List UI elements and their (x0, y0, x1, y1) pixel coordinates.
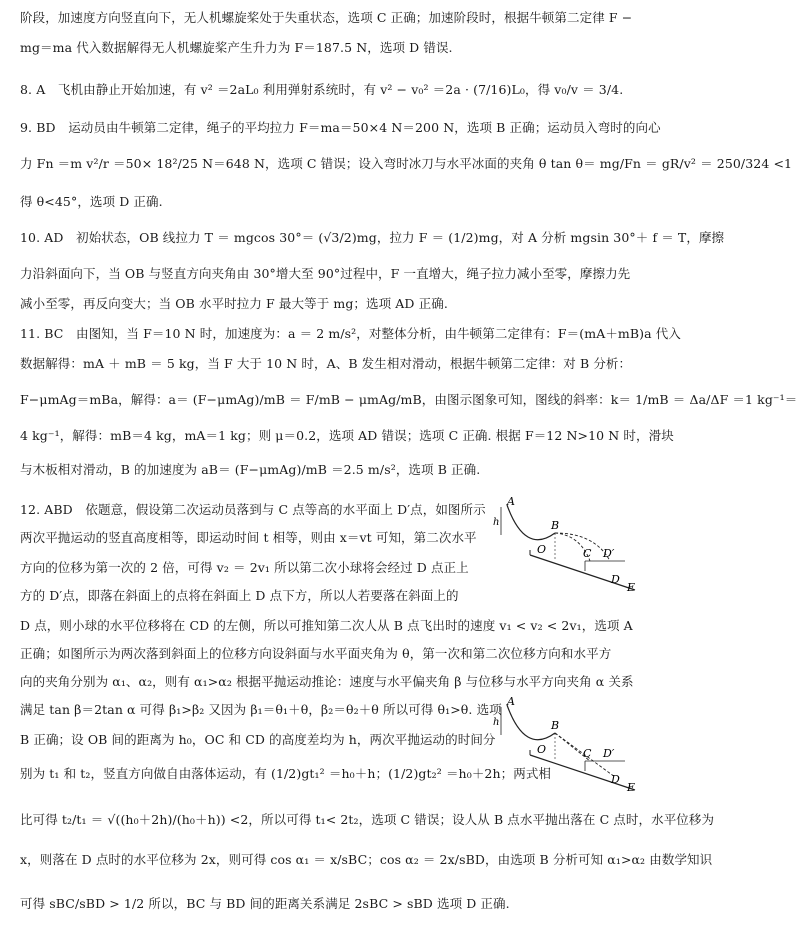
line-9: 减小至零，再反向变大；当 OB 水平时拉力 F 最大等于 mg；选项 AD 正确. (20, 296, 448, 311)
line-6: 得 θ<45°，选项 D 正确. (20, 194, 163, 209)
ramp-curve (507, 505, 555, 540)
line-22: 满足 tan β＝2tan α 可得 β₁>β₂ 又因为 β₁＝θ₁＋θ，β₂＝θ₂＋θ 所以可得 θ₁>θ. 选项 (20, 702, 502, 717)
line-20: 正确；如图所示为两次落到斜面上的位移方向设斜面与水平面夹角为 θ，第一次和第二次位移方向和水平方 (20, 646, 612, 661)
label-C: C (583, 547, 592, 560)
label-A: A (507, 495, 515, 508)
label-B: B (551, 719, 560, 732)
ski-jump-figure-1 (485, 495, 640, 595)
label-B: B (551, 519, 560, 532)
line-18: 方的 D′点，即落在斜面上的点将在斜面上 D 点下方，所以人若要落在斜面上的 (20, 588, 459, 603)
label-D: D (611, 773, 620, 786)
label-h: h (493, 717, 500, 728)
line-8: 力沿斜面向下，当 OB 与竖直方向夹角由 30°增大至 90°过程中，F 一直增大，绳子拉力减小至零，摩擦力先 (20, 266, 631, 281)
label-D: D (611, 573, 620, 586)
line-1: 阶段，加速度方向竖直向下，无人机螺旋桨处于失重状态，选项 C 正确；加速阶段时，根据牛顿第二定律 F − (20, 10, 633, 25)
label-h: h (493, 517, 500, 528)
line-13: 4 kg⁻¹，解得：mB＝4 kg，mA＝1 kg；则 μ＝0.2，选项 AD 错误；选项 C 正确. 根据 F＝12 N>10 N 时，滑块 (20, 428, 674, 443)
answer-9: 9. BD 运动员由牛顿第二定律，绳子的平均拉力 F＝ma＝50×4 N＝200 N，选项 B 正确；运动员入弯时的向心 (20, 120, 661, 135)
label-A: A (507, 695, 515, 708)
line-25: 比可得 t₂/t₁ ＝ √((h₀＋2h)/(h₀＋h)) <2，所以可得 t₁< 2t₂，选项 C 错误；设人从 B 点水平抛出落在 C 点时，水平位移为 (20, 812, 715, 827)
label-O: O (537, 543, 547, 556)
line-17: 方向的位移为第一次的 2 倍，可得 v₂ ＝ 2v₁ 所以第二次小球将会经过 D 点正上 (20, 560, 469, 575)
label-Dprime: D′ (603, 747, 615, 760)
label-E: E (627, 581, 636, 594)
label-O: O (537, 743, 547, 756)
line-11: 数据解得：mA ＋ mB ＝ 5 kg，当 F 大于 10 N 时，A、B 发生相对滑动，根据牛顿第二定律：对 B 分析： (20, 356, 632, 371)
line-24: 别为 t₁ 和 t₂，竖直方向做自由落体运动，有 (1/2)gt₁² ＝h₀＋h；(1/2)gt₂² ＝h₀＋2h；两式相 (20, 766, 552, 781)
answer-8: 8. A 飞机由静止开始加速，有 v² ＝2aL₀ 利用弹射系统时，有 v² − v₀² ＝2a · (7/16)L₀，得 v₀/v ＝ 3/4. (20, 82, 624, 97)
label-Dprime: D′ (603, 547, 615, 560)
label-C: C (583, 747, 592, 760)
line-23: B 正确；设 OB 间的距离为 h₀，OC 和 CD 的高度差均为 h，两次平抛运动的时间分 (20, 732, 496, 747)
answer-10: 10. AD 初始状态，OB 线拉力 T ＝ mgcos 30°＝ (√3/2)mg，拉力 F ＝ (1/2)mg，对 A 分析 mgsin 30°＋ f ＝ T，摩擦 (20, 230, 725, 245)
ski-jump-figure-2 (485, 695, 640, 795)
label-E: E (627, 781, 636, 794)
line-2: mg＝ma 代入数据解得无人机螺旋桨产生升力为 F＝187.5 N，选项 D 错误. (20, 40, 453, 55)
ramp-curve (507, 705, 555, 740)
answer-12: 12. ABD 依题意，假设第二次运动员落到与 C 点等高的水平面上 D′点，如图所示 (20, 502, 486, 517)
line-12: F−μmAg＝mBa，解得：a＝ (F−μmAg)/mB ＝ F/mB − μmAg/mB，由图示图象可知，图线的斜率：k＝ 1/mB ＝ Δa/ΔF ＝1 kg⁻¹＝ (20, 392, 797, 407)
answer-11: 11. BC 由图知，当 F＝10 N 时，加速度为：a ＝ 2 m/s²，对整体分析，由牛顿第二定律有：F＝(mA＋mB)a 代入 (20, 326, 681, 341)
line-26: x，则落在 D 点时的水平位移为 2x，则可得 cos α₁ ＝ x/sBC；cos α₂ ＝ 2x/sBD，由选项 B 分析可知 α₁>α₂ 由数学知识 (20, 852, 713, 867)
line-14: 与木板相对滑动，B 的加速度为 aB＝ (F−μmAg)/mB ＝2.5 m/s²，选项 B 正确. (20, 462, 481, 477)
line-27: 可得 sBC/sBD > 1/2 所以，BC 与 BD 间的距离关系满足 2sBC > sBD 选项 D 正确. (20, 896, 510, 911)
line-19: D 点，则小球的水平位移将在 CD 的左侧，所以可推知第二次人从 B 点飞出时的速度 v₁ < v₂ < 2v₁，选项 A (20, 618, 633, 633)
line-21: 向的夹角分别为 α₁、α₂，则有 α₁>α₂ 根据平抛运动推论：速度与水平偏夹角 β 与位移与水平方向夹角 α 关系 (20, 674, 634, 689)
line-16: 两次平抛运动的竖直高度相等，即运动时间 t 相等，则由 x＝vt 可知，第二次水平 (20, 530, 477, 545)
line-5: 力 Fn ＝m v²/r ＝50× 18²/25 N＝648 N，选项 C 错误；设入弯时冰刀与水平冰面的夹角 θ tan θ＝ mg/Fn ＝ gR/v² ＝ 250/324 <1 (20, 156, 793, 171)
